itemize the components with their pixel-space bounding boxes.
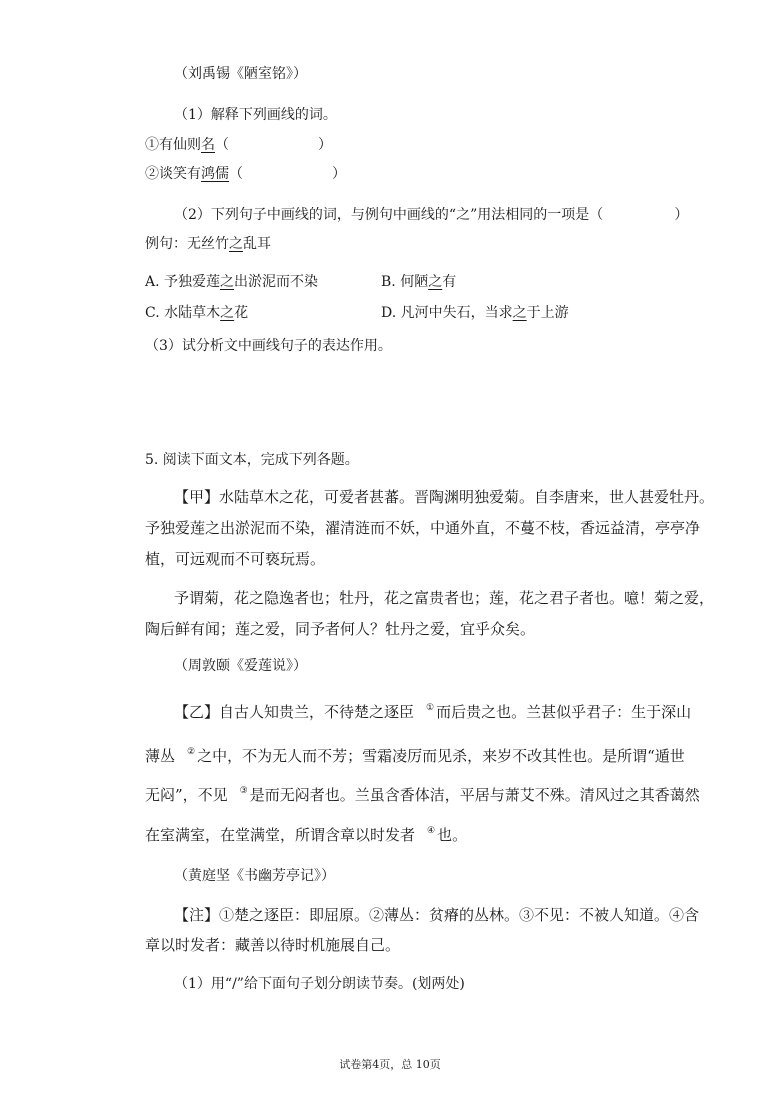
page-footer: 试卷第4页，总 10页 xyxy=(339,1058,441,1071)
jia-line-3: 植，可远观而不可亵玩焉。 xyxy=(145,550,326,568)
source-loushiming: （刘禹锡《陋室铭》） xyxy=(174,66,307,82)
jia-line-1: 【甲】水陆草木之花，可爱者甚蕃。晋陶渊明独爱菊。自李唐来，世人甚爱牡丹。 xyxy=(174,488,715,506)
section-5-question-1: （1）用“/”给下面句子划分朗读节奏。(划两处) xyxy=(174,976,465,992)
source-ailianshuo: （周敦颐《爱莲说》） xyxy=(174,658,307,674)
item-1: ①有仙则名（ ） xyxy=(145,137,333,153)
question-1-prompt: （1）解释下列画线的词。 xyxy=(174,107,337,123)
option-b: B. 何陋之有 xyxy=(381,274,457,290)
option-d: D. 凡河中失石，当求之于上游 xyxy=(381,305,569,321)
yi-line-3: 无闷”，不见 ③ 是而无闷者也。兰虽含香体洁，平居与萧艾不殊。清风过之其香蔼然 xyxy=(145,786,700,804)
underlined-word: 鸿儒 xyxy=(201,166,229,182)
section-5-heading: 5. 阅读下面文本，完成下列各题。 xyxy=(145,452,359,468)
yi-line-2: 薄丛 ② 之中，不为无人而不芳；雪霜凌厉而见杀，来岁不改其性也。是所谓“遁世 xyxy=(145,747,685,765)
yi-line-1: 【乙】自古人知贵兰，不待楚之逐臣 ① 而后贵之也。兰甚似乎君子：生于深山 xyxy=(174,703,692,721)
question-3-prompt: （3）试分析文中画线句子的表达作用。 xyxy=(145,338,392,354)
jia2-line-2: 陶后鲜有闻；莲之爱，同予者何人？牡丹之爱，宜乎众矣。 xyxy=(145,620,536,638)
note-ref-4: ④ xyxy=(427,826,436,836)
option-a: A. 予独爱莲之出淤泥而不染 xyxy=(145,274,319,290)
notes-line-2: 章以时发者：藏善以待时机施展自己。 xyxy=(145,936,401,954)
item-2: ②谈笑有鸿儒（ ） xyxy=(145,166,347,182)
underlined-word: 名 xyxy=(201,137,215,153)
source-shuyoufangtingji: （黄庭坚《书幽芳亭记》） xyxy=(174,868,335,884)
jia-line-2: 予独爱莲之出淤泥而不染，濯清涟而不妖，中通外直，不蔓不枝，香远益清，亭亭净 xyxy=(145,519,701,537)
note-ref-1: ① xyxy=(426,703,435,713)
question-2-prompt: （2）下列句子中画线的词，与例句中画线的“之”用法相同的一项是（ ） xyxy=(174,207,689,223)
option-c: C. 水陆草木之花 xyxy=(145,305,249,321)
notes-line-1: 【注】①楚之逐臣：即屈原。②薄丛：贫瘠的丛林。③不见：不被人知道。④含 xyxy=(174,906,700,924)
note-ref-2: ② xyxy=(187,747,196,757)
example-sentence: 例句：无丝竹之乱耳 xyxy=(145,236,271,252)
yi-line-4: 在室满室，在堂满堂，所谓含章以时发者 ④ 也。 xyxy=(145,826,468,844)
jia2-line-1: 予谓菊，花之隐逸者也；牡丹，花之富贵者也；莲，花之君子者也。噫！菊之爱， xyxy=(174,589,715,607)
note-ref-3: ③ xyxy=(239,786,248,796)
